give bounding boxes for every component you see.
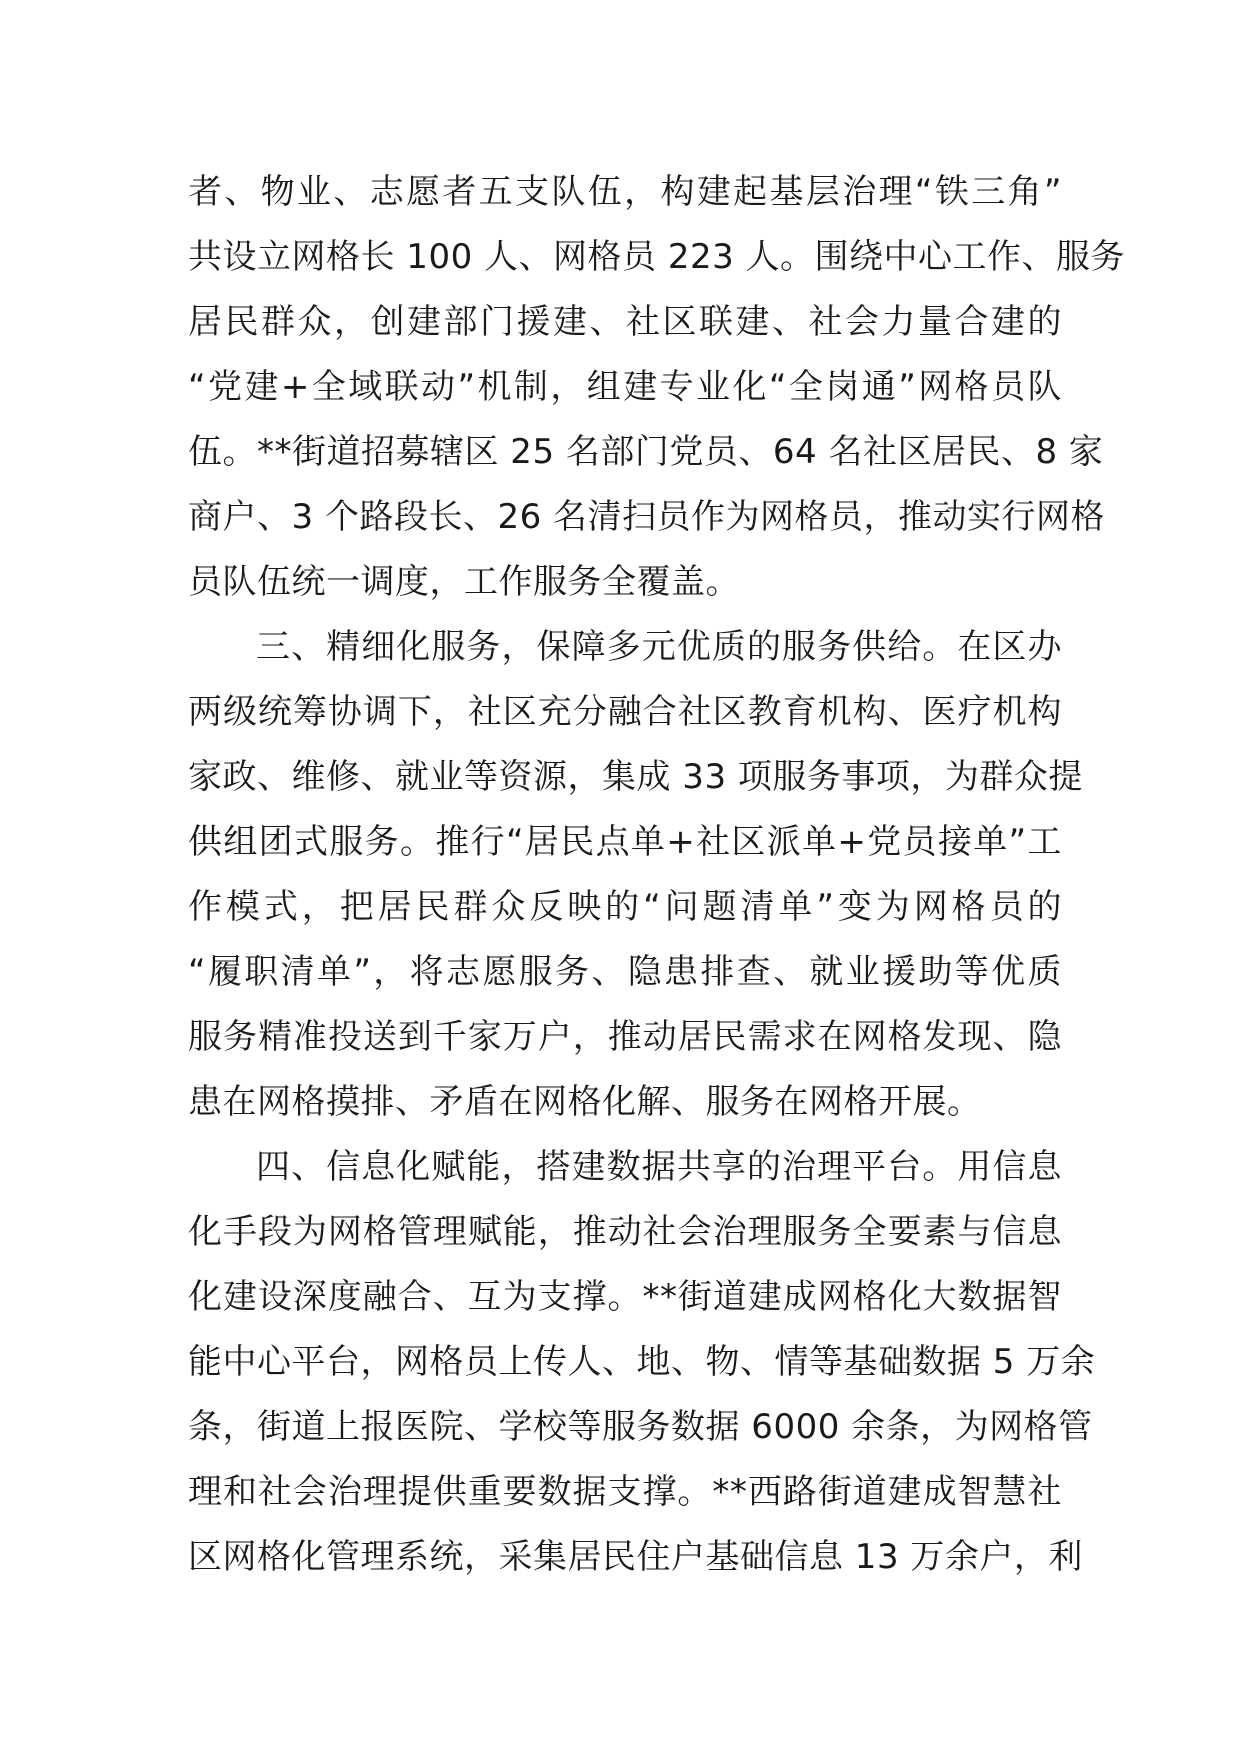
text-line: 者、物业、志愿者五支队伍，构建起基层治理“铁三角” xyxy=(188,172,1062,212)
text-line: 家政、维修、就业等资源，集成 33 项服务事项，为群众提 xyxy=(188,757,1083,797)
text-line: 共设立网格长 100 人、网格员 223 人。围绕中心工作、服务 xyxy=(188,237,1126,277)
text-line: 作模式，把居民群众反映的“问题清单”变为网格员的 xyxy=(188,887,1062,927)
text-line: 商户、3 个路段长、26 名清扫员作为网格员，推动实行网格 xyxy=(188,497,1106,537)
text-line: 两级统筹协调下，社区充分融合社区教育机构、医疗机构 xyxy=(188,692,1062,732)
text-line: “党建+全域联动”机制，组建专业化“全岗通”网格员队 xyxy=(188,367,1062,407)
text-line: 员队伍统一调度，工作服务全覆盖。 xyxy=(188,562,740,602)
text-line: 能中心平台，网格员上传人、地、物、情等基础数据 5 万余 xyxy=(188,1342,1096,1382)
text-line: 居民群众，创建部门援建、社区联建、社会力量合建的 xyxy=(188,302,1062,342)
body-text xyxy=(188,160,1126,1590)
text-line: 服务精准投送到千家万户，推动居民需求在网格发现、隐 xyxy=(188,1017,1062,1057)
section-heading-line: 四、信息化赋能，搭建数据共享的治理平台。用信息 xyxy=(256,1147,1062,1187)
text-line: 患在网格摸排、矛盾在网格化解、服务在网格开展。 xyxy=(188,1082,982,1122)
text-line: 供组团式服务。推行“居民点单+社区派单+党员接单”工 xyxy=(188,822,1062,862)
text-line: “履职清单”，将志愿服务、隐患排查、就业援助等优质 xyxy=(188,952,1062,992)
section-heading-line: 三、精细化服务，保障多元优质的服务供给。在区办 xyxy=(256,627,1062,667)
text-line: 化建设深度融合、互为支撑。**街道建成网格化大数据智 xyxy=(188,1277,1062,1317)
text-line: 区网格化管理系统，采集居民住户基础信息 13 万余户，利 xyxy=(188,1537,1083,1577)
text-line: 理和社会治理提供重要数据支撑。**西路街道建成智慧社 xyxy=(188,1472,1062,1512)
text-line: 伍。**街道招募辖区 25 名部门党员、64 名社区居民、8 家 xyxy=(188,432,1104,472)
text-line: 条，街道上报医院、学校等服务数据 6000 余条，为网格管 xyxy=(188,1407,1093,1447)
text-line: 化手段为网格管理赋能，推动社会治理服务全要素与信息 xyxy=(188,1212,1062,1252)
